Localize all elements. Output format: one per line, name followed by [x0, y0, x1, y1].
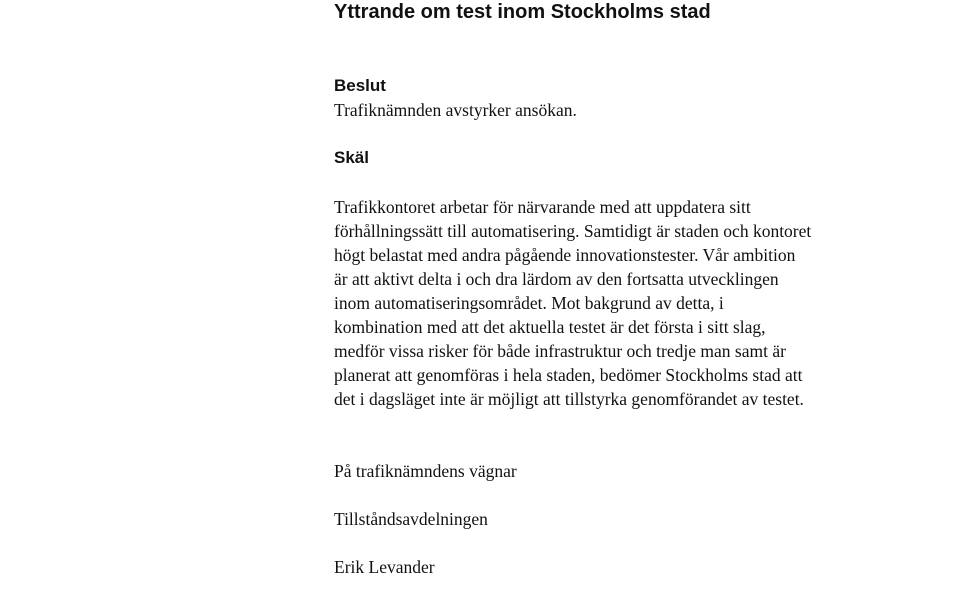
reason-line: högt belastat med andra pågående innovationstester. Vår ambition — [334, 245, 796, 265]
reason-line: Trafikkontoret arbetar för närvarande med att uppdatera sitt — [334, 197, 751, 217]
reason-line: är att aktivt delta i och dra lärdom av den fortsatta utvecklingen — [334, 269, 779, 289]
department-name: Tillståndsavdelningen — [334, 509, 488, 529]
reason-line: förhållningssätt till automatisering. Samtidigt är staden och kontoret — [334, 221, 812, 241]
decision-heading: Beslut — [334, 76, 386, 95]
reason-line: medför vissa risker för både infrastruktur och tredje man samt är — [334, 341, 786, 361]
reason-line: inom automatiseringsområdet. Mot bakgrund av detta, i — [334, 293, 724, 313]
signatory-name: Erik Levander — [334, 557, 435, 577]
decision-text: Trafiknämnden avstyrker ansökan. — [334, 100, 577, 120]
reason-line: det i dagsläget inte är möjligt att tillstyrka genomförandet av testet. — [334, 389, 804, 409]
reason-line: kombination med att det aktuella testet är det första i sitt slag, — [334, 317, 766, 337]
reason-line: planerat att genomföras i hela staden, bedömer Stockholms stad att — [334, 365, 803, 385]
reason-heading: Skäl — [334, 148, 369, 167]
signoff-text: På trafiknämndens vägnar — [334, 461, 517, 481]
document-title: Yttrande om test inom Stockholms stad — [334, 1, 711, 23]
